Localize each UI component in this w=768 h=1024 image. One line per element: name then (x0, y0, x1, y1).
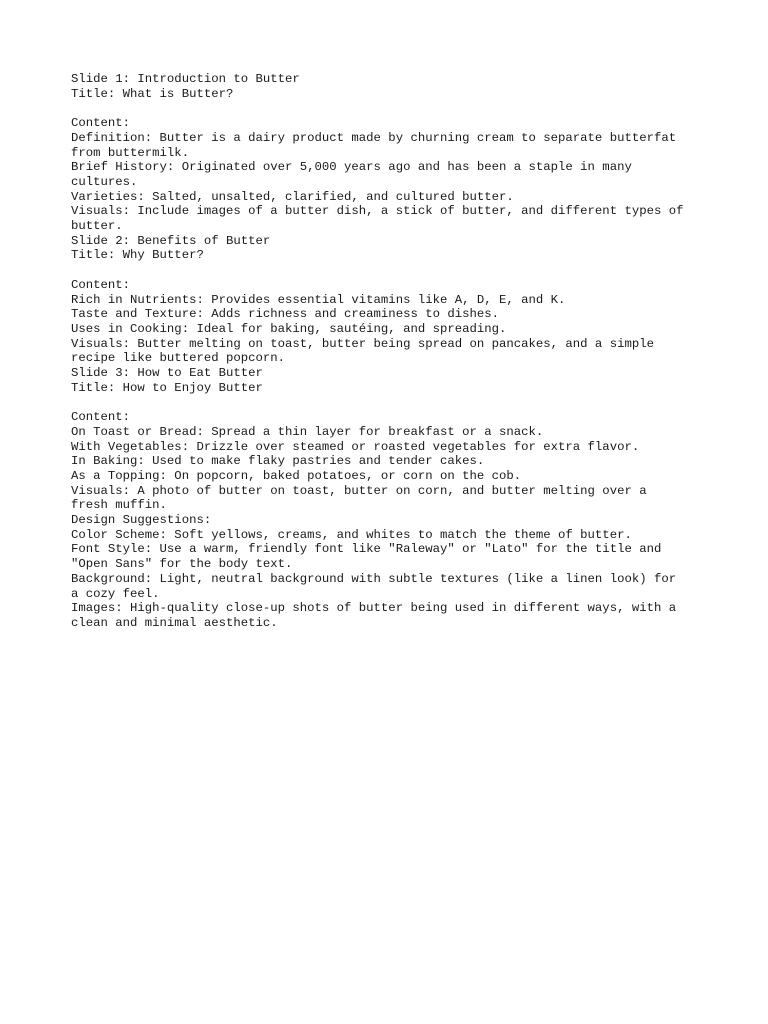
text-line: fresh muffin. (71, 498, 167, 513)
text-line: from buttermilk. (71, 145, 190, 160)
text-line: Slide 3: How to Eat Butter (71, 366, 263, 381)
text-line: As a Topping: On popcorn, baked potatoes, or corn on the cob. (71, 468, 522, 483)
text-line: recipe like buttered popcorn. (71, 351, 286, 366)
blank-line (71, 263, 711, 278)
blank-line (71, 395, 711, 410)
text-line: Title: What is Butter? (71, 86, 234, 101)
text-line: Design Suggestions: (71, 513, 212, 528)
document-text (71, 72, 711, 631)
text-line: Visuals: Butter melting on toast, butter being spread on pancakes, and a simple (71, 336, 654, 351)
text-line: Title: Why Butter? (71, 248, 204, 263)
text-line: Color Scheme: Soft yellows, creams, and whites to match the theme of butter. (71, 527, 632, 542)
text-line: Title: How to Enjoy Butter (71, 380, 263, 395)
text-line: Visuals: A photo of butter on toast, butter on corn, and butter melting over a (71, 483, 647, 498)
blank-line (71, 101, 711, 116)
text-line: Brief History: Originated over 5,000 years ago and has been a staple in many (71, 160, 632, 175)
text-line: Uses in Cooking: Ideal for baking, sautéing, and spreading. (71, 321, 507, 336)
text-line: Content: (71, 410, 131, 425)
text-line: Images: High-quality close-up shots of butter being used in different ways, with a (71, 601, 677, 616)
text-line: Content: (71, 277, 131, 292)
text-line: cultures. (71, 174, 138, 189)
text-line: In Baking: Used to make flaky pastries and tender cakes. (71, 454, 485, 469)
text-line: Visuals: Include images of a butter dish, a stick of butter, and different types of (71, 204, 684, 219)
text-line: Rich in Nutrients: Provides essential vitamins like A, D, E, and K. (71, 292, 566, 307)
text-line: Slide 2: Benefits of Butter (71, 233, 271, 248)
text-line: "Open Sans" for the body text. (71, 557, 293, 572)
text-line: Definition: Butter is a dairy product made by churning cream to separate butterfat (71, 130, 677, 145)
text-line: Slide 1: Introduction to Butter (71, 72, 300, 86)
text-line: With Vegetables: Drizzle over steamed or roasted vegetables for extra flavor. (71, 439, 640, 454)
text-line: clean and minimal aesthetic. (71, 615, 278, 630)
text-line: butter. (71, 219, 123, 234)
text-line: Varieties: Salted, unsalted, clarified, and cultured butter. (71, 189, 514, 204)
text-line: Background: Light, neutral background with subtle textures (like a linen look) for (71, 571, 677, 586)
text-line: Font Style: Use a warm, friendly font like "Raleway" or "Lato" for the title and (71, 542, 662, 557)
text-line: On Toast or Bread: Spread a thin layer for breakfast or a snack. (71, 424, 544, 439)
text-line: Content: (71, 116, 131, 131)
text-line: Taste and Texture: Adds richness and creaminess to dishes. (71, 307, 500, 322)
text-line: a cozy feel. (71, 586, 160, 601)
